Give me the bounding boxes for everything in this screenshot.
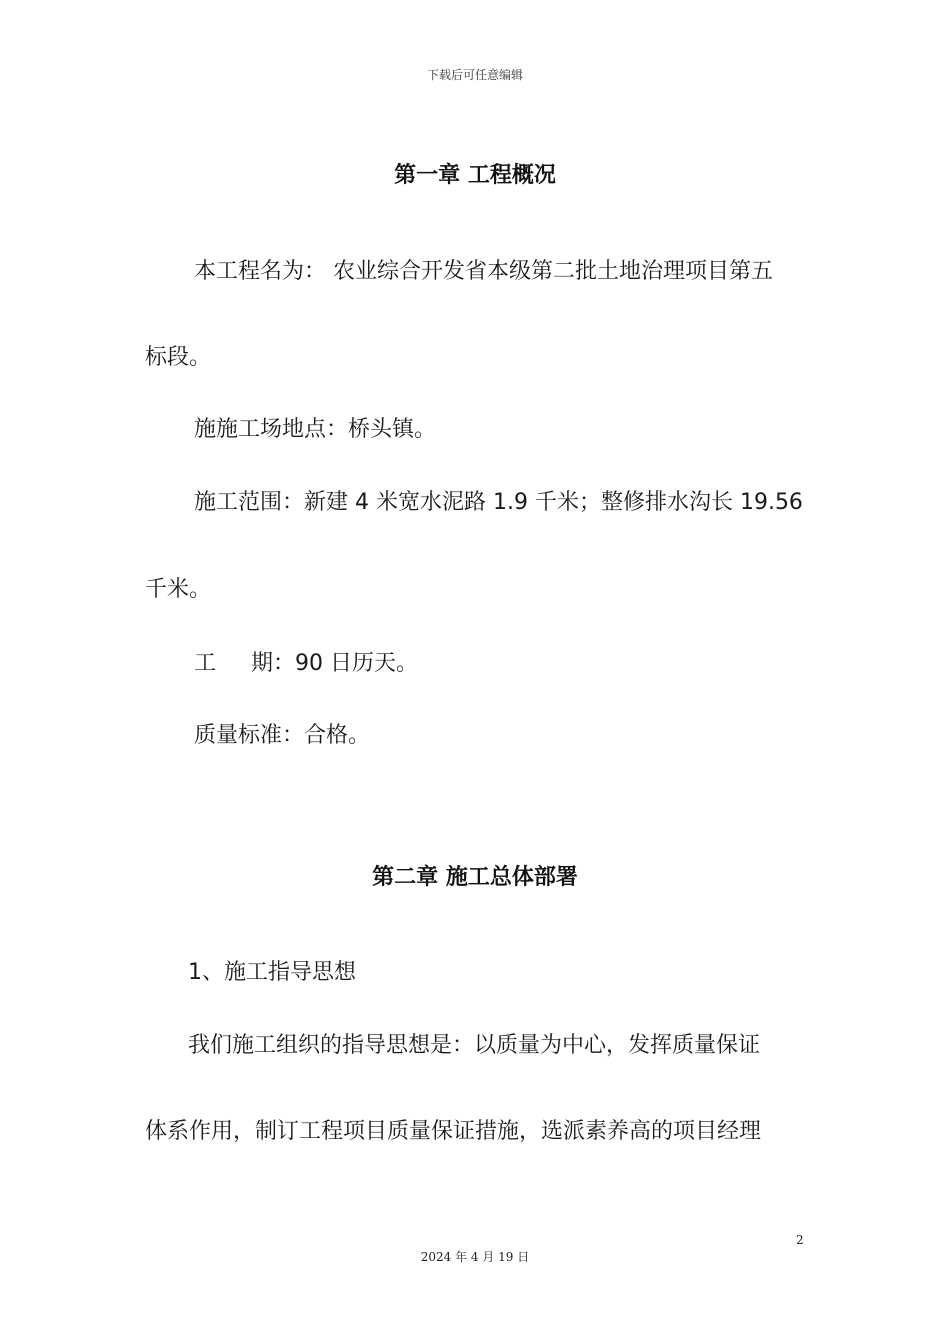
footer-date: 2024 年 4 月 19 日: [420, 1250, 530, 1264]
chapter-1-title: 第一章 工程概况: [394, 163, 556, 188]
paragraph-line: 本工程名为： 农业综合开发省本级第二批土地治理项目第五: [194, 259, 773, 284]
paragraph-line: 千米。: [145, 577, 212, 602]
paragraph-line: 我们施工组织的指导思想是：以质量为中心，发挥质量保证: [188, 1033, 761, 1058]
paragraph-line: 施施工场地点：桥头镇。: [194, 417, 437, 442]
header-note: 下载后可任意编辑: [426, 68, 523, 82]
paragraph-line: 质量标准：合格。: [194, 723, 371, 748]
paragraph-line: 标段。: [145, 345, 212, 370]
paragraph-line: 体系作用，制订工程项目质量保证措施，选派素养高的项目经理: [145, 1119, 762, 1144]
section-heading: 1、施工指导思想: [188, 960, 356, 985]
paragraph-line: 工 期：90 日历天。: [194, 651, 418, 676]
page-number: 2: [796, 1233, 804, 1247]
chapter-2-title: 第二章 施工总体部署: [372, 865, 578, 890]
paragraph-line: 施工范围：新建 4 米宽水泥路 1.9 千米；整修排水沟长 19.56: [194, 490, 803, 515]
